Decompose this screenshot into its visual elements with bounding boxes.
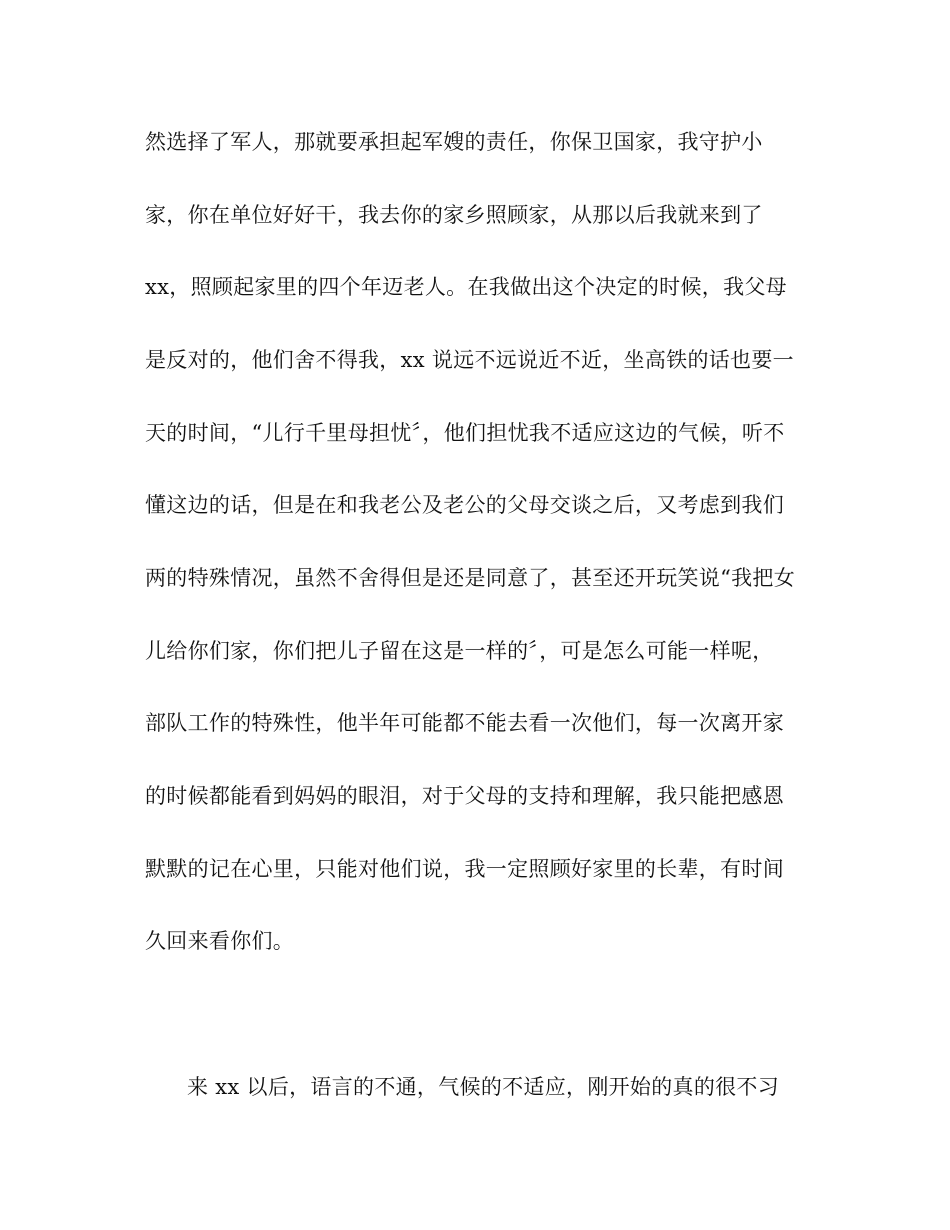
- paragraph-1-line-3: xx，照顾起家里的四个年迈老人。在我做出这个决定的时候，我父母: [145, 275, 787, 299]
- paragraph-1-line-11: 默默的记在心里，只能对他们说，我一定照顾好家里的长辈，有时间: [145, 857, 784, 881]
- paragraph-1-line-9: 部队工作的特殊性，他半年可能都不能去看一次他们，每一次离开家: [145, 711, 784, 735]
- paragraph-1-line-8: 儿给你们家，你们把儿子留在这是一样的〞，可是怎么可能一样呢，: [145, 639, 774, 663]
- paragraph-2-line-1: 来 xx 以后，语言的不通，气候的不适应，刚开始的真的很不习: [187, 1075, 780, 1099]
- paragraph-1-line-1: 然选择了军人，那就要承担起军嫂的责任，你保卫国家，我守护小: [145, 130, 763, 154]
- paragraph-1-line-7: 两的特殊情况，虽然不舍得但是还是同意了，甚至还开玩笑说“我把女: [145, 566, 796, 590]
- paragraph-1-line-4: 是反对的，他们舍不得我，xx 说远不远说近不近，坐高铁的话也要一: [145, 348, 794, 372]
- paragraph-1-line-2: 家，你在单位好好干，我去你的家乡照顾家，从那以后我就来到了: [145, 203, 763, 227]
- paragraph-1-line-6: 懂这边的话，但是在和我老公及老公的父母交谈之后，又考虑到我们: [145, 493, 784, 517]
- paragraph-1-line-12: 久回来看你们。: [145, 929, 295, 953]
- paragraph-1-line-10: 的时候都能看到妈妈的眼泪，对于父母的支持和理解，我只能把感恩: [145, 784, 784, 808]
- paragraph-1-line-5: 天的时间，“儿行千里母担忧〞，他们担忧我不适应这边的气候，听不: [145, 421, 785, 445]
